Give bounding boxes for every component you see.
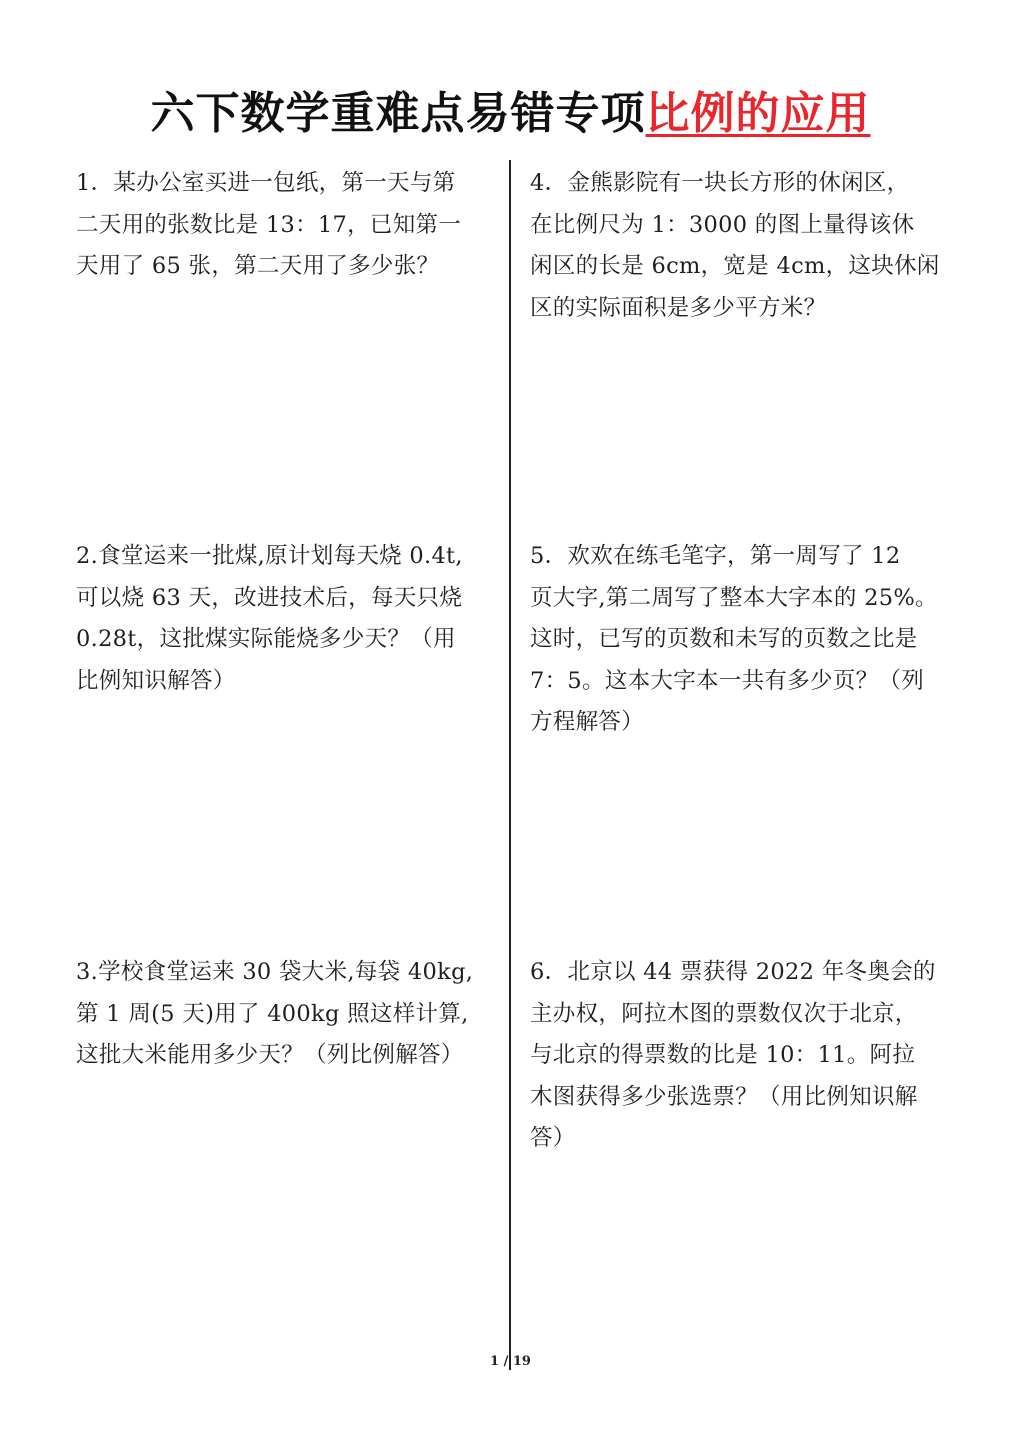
page-title [0,84,1021,144]
column-divider [509,160,511,1370]
title-main: 六下数学重难点易错专项 [150,88,646,139]
question-6: 6．北京以 44 票获得 2022 年冬奥会的 主办权，阿拉木图的票数仅次于北京， 与北京的得票数的比是 10：11。阿拉 木图获得多少张选票？（用比例知识解 答） [530,959,936,1151]
title-highlight: 比例的应用 [645,88,871,139]
page-number: 1 / 19 [490,1354,531,1369]
question-4: 4．金熊影院有一块长方形的休闲区， 在比例尺为 1：3000 的图上量得该休 闲区的长是 6cm，宽是 4cm，这块休闲 区的实际面积是多少平方米？ [530,170,940,321]
question-2: 2.食堂运来一批煤,原计划每天烧 0.4t, 可以烧 63 天，改进技术后，每天只烧 0.28t，这批煤实际能烧多少天？（用 比例知识解答） [76,543,463,694]
question-3: 3.学校食堂运来 30 袋大米,每袋 40kg, 第 1 周(5 天)用了 400kg 照这样计算, 这批大米能用多少天？（列比例解答） [76,959,474,1068]
question-5: 5．欢欢在练毛笔字，第一周写了 12 页大字,第二周写了整本大字本的 25%。 这时，已写的页数和未写的页数之比是 7：5。这本大字本一共有多少页？（列 方程解答） [530,543,938,735]
question-1: 1．某办公室买进一包纸，第一天与第 二天用的张数比是 13：17，已知第一 天用了 65 张，第二天用了多少张？ [76,170,462,279]
